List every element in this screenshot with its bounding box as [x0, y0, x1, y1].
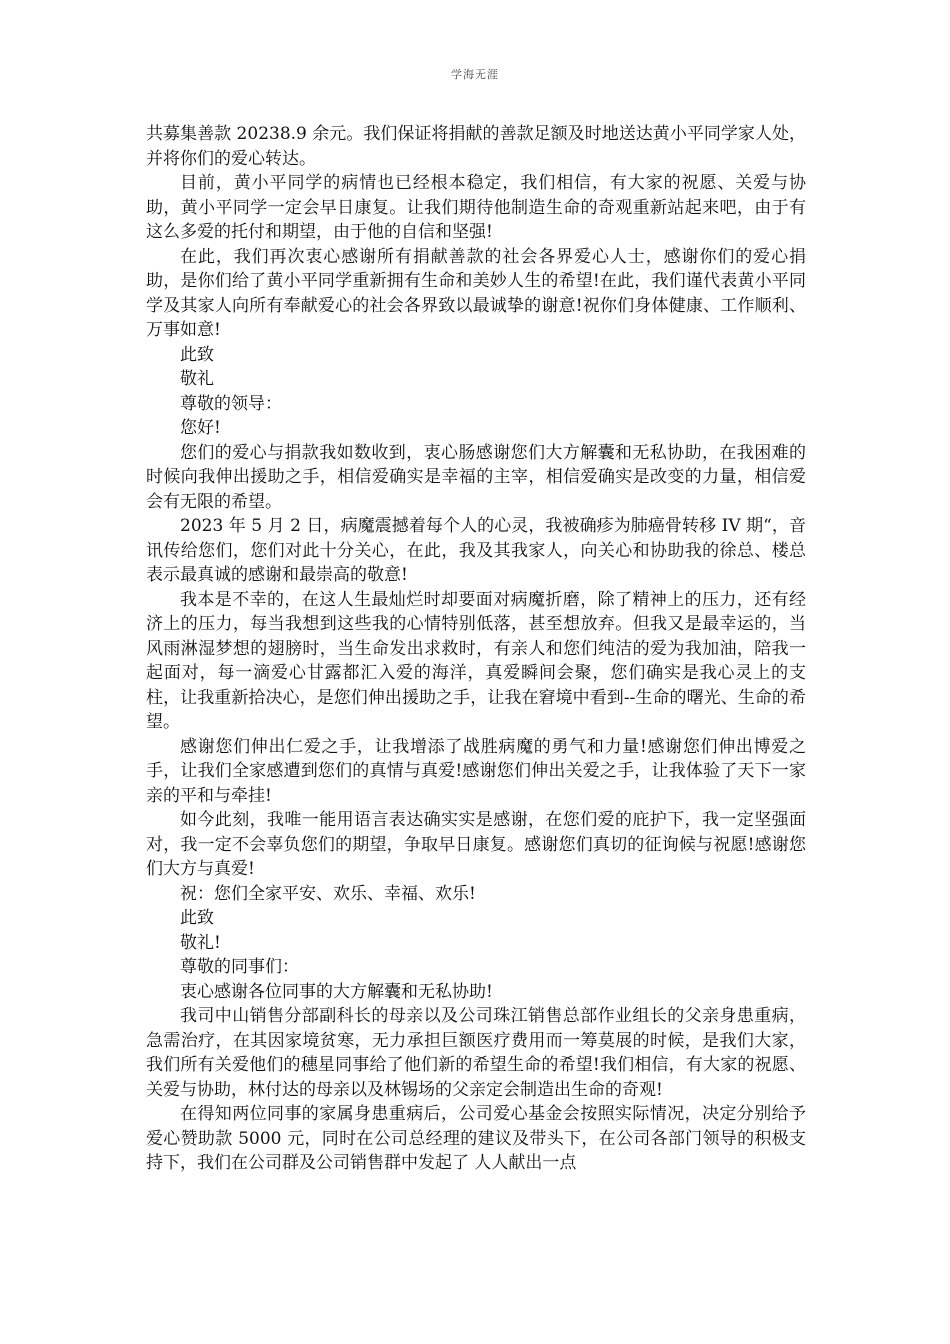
- paragraph: 2023 年 5 月 2 日，病魔震撼着每个人的心灵，我被确疹为肺癌骨转移 IV 期“，音讯传给您们，您们对此十分关心，在此，我及其我家人，向关心和协助我的徐总、楼总表示最真诚的感谢和最崇高的敬意!: [146, 516, 806, 585]
- salutation: 尊敬的同事们：: [180, 957, 299, 977]
- paragraph: 如今此刻，我唯一能用语言表达确实实是感谢，在您们爱的庇护下，我一定坚强面对，我一定不会辜负您们的期望，争取早日康复。感谢您们真切的征询候与祝愿!感谢您们大方与真爱!: [146, 810, 806, 879]
- page-header: 学海无涯: [451, 68, 499, 81]
- closing-line: 此致: [180, 908, 214, 928]
- wish-line: 祝：您们全家平安、欢乐、幸福、欢乐!: [180, 883, 476, 904]
- greeting: 您好!: [180, 418, 221, 438]
- closing-line: 此致: [180, 344, 214, 365]
- paragraph: 感谢您们伸出仁爱之手，让我增添了战胜病魔的勇气和力量!感谢您们伸出博爱之手，让我们全家感遭到您们的真情与真爱!感谢您们伸出关爱之手，让我体验了天下一家亲的平和与牵挂!: [146, 736, 806, 806]
- closing-line: 敬礼!: [180, 932, 221, 953]
- paragraph: 共募集善款 20238.9 余元。我们保证将捐献的善款足额及时地送达黄小平同学家人处，并将你们的爱心转达。: [146, 124, 806, 169]
- paragraph: 在此，我们再次衷心感谢所有捐献善款的社会各界爱心人士，感谢你们的爱心捐助，是你们给了黄小平同学重新拥有生命和美妙人生的希望!在此，我们谨代表黄小平同学及其家人向所有奉献爱心的社会各界致以最诚挚的谢意!祝你们身体健康、工作顺利、万事如意!: [146, 246, 806, 340]
- paragraph: 我司中山销售分部副科长的母亲以及公司珠江销售总部作业组长的父亲身患重病，急需治疗，在其因家境贫寒，无力承担巨额医疗费用而一筹莫展的时候，是我们大家，我们所有关爱他们的穗星同事给了他们新的希望生命的希望!我们相信，有大家的祝愿、关爱与协助，林付达的母亲以及林锡场的父亲定会制造出生命的奇观!: [146, 1006, 806, 1100]
- paragraph: 在得知两位同事的家属身患重病后，公司爱心基金会按照实际情况，决定分别给予爱心赞助款 5000 元，同时在公司总经理的建议及带头下，在公司各部门领导的积极支持下，我们在公司群及公司销售群中发起了 人人献出一点: [146, 1104, 806, 1173]
- salutation: 尊敬的领导：: [180, 393, 282, 414]
- paragraph: 我本是不幸的，在这人生最灿烂时却要面对病魔折磨，除了精神上的压力，还有经济上的压力，每当我想到这些我的心情特别低落，甚至想放弃。但我又是最幸运的，当风雨淋湿梦想的翅膀时，当生命发出求救时，有亲人和您们纯洁的爱为我加油，陪我一起面对，每一滴爱心甘露都汇入爱的海洋，真爱瞬间会聚，您们确实是我心灵上的支柱，让我重新拾决心，是您们伸出援助之手，让我在窘境中看到--生命的曙光、生命的希望。: [146, 589, 806, 732]
- paragraph: 衷心感谢各位同事的大方解囊和无私协助!: [180, 981, 493, 1002]
- paragraph: 您们的爱心与捐款我如数收到，衷心肠感谢您们大方解囊和无私协助，在我困难的时候向我伸出援助之手，相信爱确实是幸福的主宰，相信爱确实是改变的力量，相信爱会有无限的希望。: [146, 442, 806, 512]
- paragraph: 目前，黄小平同学的病情也已经根本稳定，我们相信，有大家的祝愿、关爱与协助，黄小平同学一定会早日康复。让我们期待他制造生命的奇观重新站起来吧，由于有这么多爱的托付和期望，由于他的自信和坚强!: [146, 173, 806, 242]
- document-body: [146, 122, 806, 1176]
- closing-line: 敬礼: [180, 369, 214, 389]
